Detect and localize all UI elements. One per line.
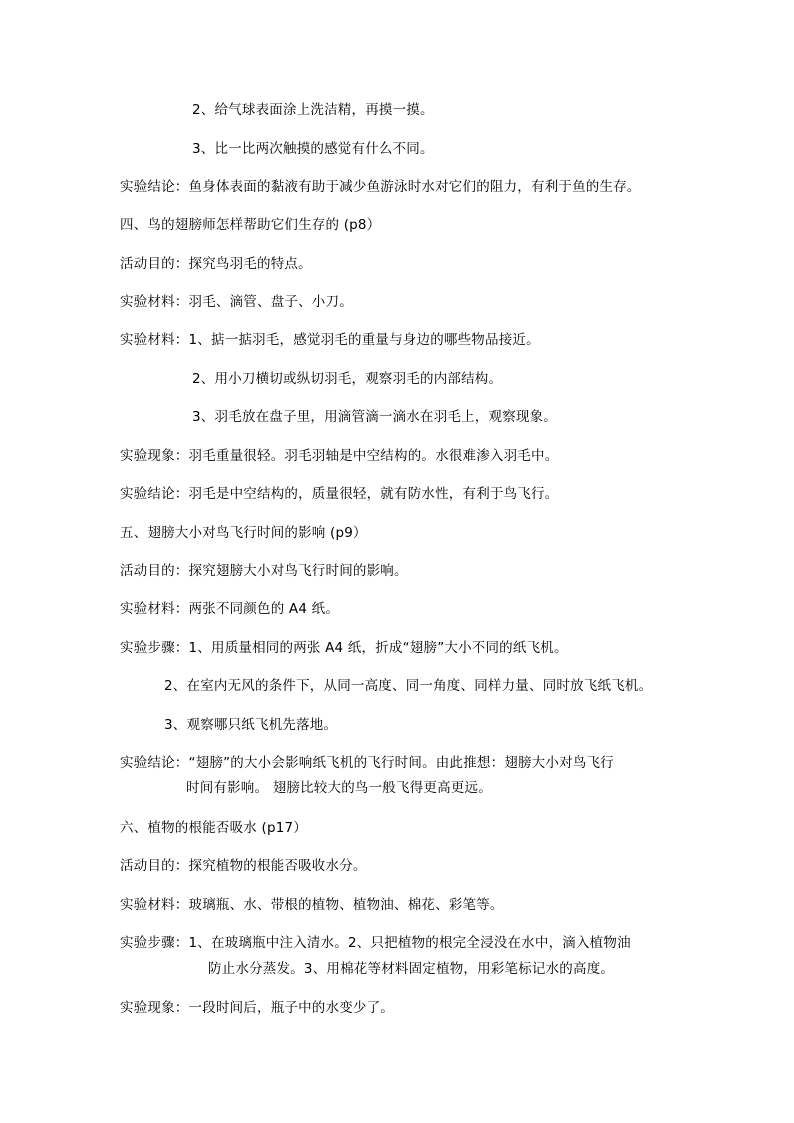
text-line: 时间有影响。 翅膀比较大的鸟一般飞得更高更远。	[186, 780, 492, 796]
text-line: 活动目的：探究翅膀大小对鸟飞行时间的影响。	[120, 563, 408, 579]
text-line: 2、给气球表面涂上洗洁精，再摸一摸。	[192, 102, 434, 118]
text-line: 3、羽毛放在盘子里，用滴管滴一滴水在羽毛上，观察现象。	[192, 409, 557, 425]
text-line: 实验步骤：1、在玻璃瓶中注入清水。2、只把植物的根完全浸没在水中，滴入植物油	[120, 935, 631, 951]
text-line: 活动目的：探究植物的根能否吸收水分。	[120, 858, 367, 874]
text-line: 防止水分蒸发。3、用棉花等材料固定植物，用彩笔标记水的高度。	[208, 961, 615, 977]
text-line: 实验现象：羽毛重量很轻。羽毛羽轴是中空结构的。水很难渗入羽毛中。	[120, 448, 559, 464]
text-line: 实验现象：一段时间后，瓶子中的水变少了。	[120, 1000, 394, 1016]
text-line: 2、在室内无风的条件下，从同一高度、同一角度、同样力量、同时放飞纸飞机。	[164, 678, 653, 694]
text-line: 实验结论：鱼身体表面的黏液有助于减少鱼游泳时水对它们的阻力，有利于鱼的生存。	[120, 179, 641, 195]
text-line: 3、比一比两次触摸的感觉有什么不同。	[192, 141, 434, 157]
section-heading: 四、鸟的翅膀师怎样帮助它们生存的 (p8）	[120, 217, 381, 233]
section-heading: 六、植物的根能否吸水 (p17）	[120, 820, 308, 836]
text-line: 实验结论：“翅膀”的大小会影响纸飞机的飞行时间。由此推想：翅膀大小对鸟飞行	[120, 755, 614, 771]
text-line: 实验材料：玻璃瓶、水、带根的植物、植物油、棉花、彩笔等。	[120, 897, 504, 913]
text-line: 2、用小刀横切或纵切羽毛，观察羽毛的内部结构。	[192, 371, 503, 387]
section-heading: 五、翅膀大小对鸟飞行时间的影响 (p9）	[120, 525, 367, 541]
text-line: 活动目的：探究鸟羽毛的特点。	[120, 256, 312, 272]
text-line: 实验材料：1、掂一掂羽毛，感觉羽毛的重量与身边的哪些物品接近。	[120, 332, 540, 348]
text-line: 实验材料：两张不同颜色的 A4 纸。	[120, 601, 340, 617]
text-line: 3、观察哪只纸飞机先落地。	[164, 717, 338, 733]
text-line: 实验结论：羽毛是中空结构的，质量很轻，就有防水性，有利于鸟飞行。	[120, 486, 559, 502]
text-line: 实验步骤：1、用质量相同的两张 A4 纸，折成“翅膀”大小不同的纸飞机。	[120, 640, 568, 656]
text-line: 实验材料：羽毛、滴管、盘子、小刀。	[120, 294, 353, 310]
